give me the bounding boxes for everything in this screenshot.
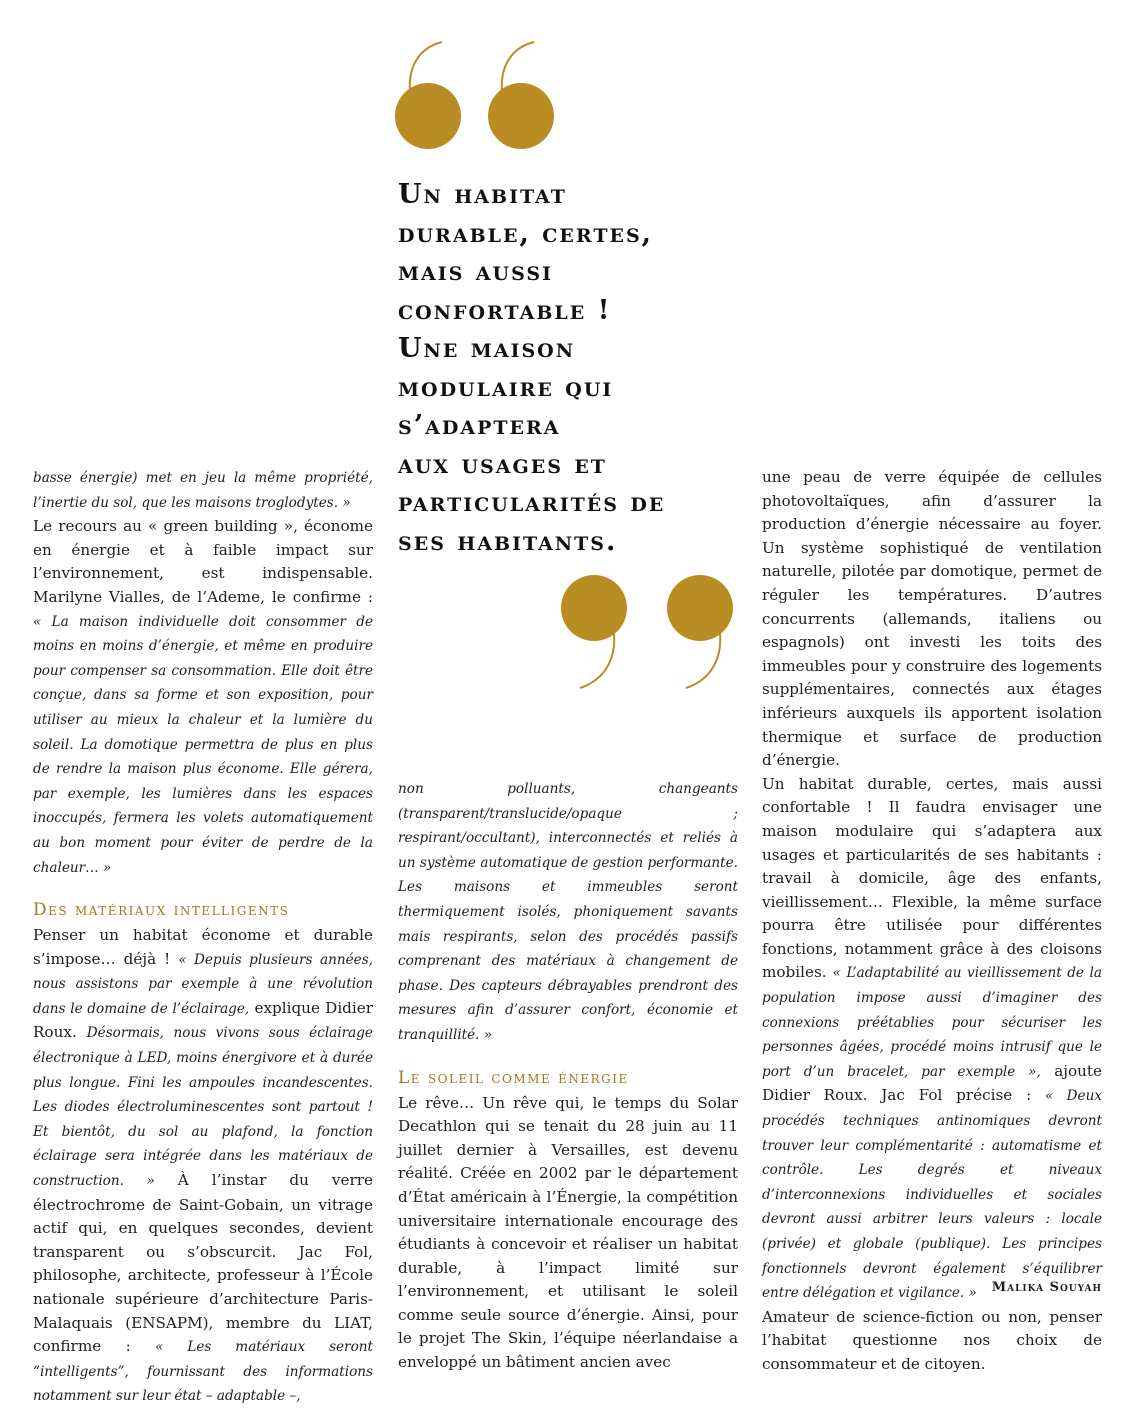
paragraph: [33, 515, 373, 880]
paragraph: une peau de verre équipée de cellules photovoltaïques, afin d’assurer la production d’énergie nécessaire au foyer. Un système sophistiqué de ventilation naturelle, pilotée par domotique, permet de réguler les températures. D’autres concurrents (allemands, italiens ou espagnols) ont investi les toits des immeubles pour y construire des logements supplémentaires, connectés aux étages inférieurs auxquels ils apportent isolation thermique et surface de production d’énergie.: [762, 468, 1102, 770]
author-signature: Malika Souyah: [991, 1280, 1102, 1295]
quote-text: « L’adaptabilité au vieillissement de la population impose aussi d’imaginer des connexions préétablies pour sécuriser les personnes âgées, procédé moins intrusif que le port d’un bracelet, par exemple »,: [762, 965, 1102, 1080]
pull-quote-line: Une maison: [398, 333, 576, 364]
section-heading: Le soleil comme énergie: [398, 1067, 629, 1088]
pull-quote-line: modulaire qui: [398, 371, 614, 403]
column-middle: [398, 777, 738, 1375]
paragraph: [762, 773, 1102, 1306]
quote-text: basse énergie) met en jeu la même propriété, l’inertie du sol, que les maisons troglodytes. »: [33, 470, 373, 511]
column-right: [762, 466, 1102, 1377]
pull-quote-line: particularités de: [398, 487, 666, 518]
body-text: Le recours au « green building », économe en énergie et à faible impact sur l’environnement, est indispensable. Marilyne Vialles, de l’Ademe, le confirme :: [33, 517, 373, 606]
quote-text: « Depuis plusieurs années, nous assistons par exemple à une révolution dans le domaine de l’éclairage,: [33, 951, 373, 1017]
quote-text: « Deux procédés techniques antinomiques devront trouver leur complémentarité : automatisme et contrôle. Les degrés et niveaux d’interconnexions individuelles et sociales devront aussi arbitrer leurs valeurs : locale (privée) et globale (publique). Les principes fonctionnels devront également s’équilibrer entre délégation et vigilance. »: [762, 1088, 1102, 1302]
open-quote-icon: [392, 40, 582, 160]
paragraph: [33, 924, 373, 1409]
pull-quote-line: s’adaptera: [398, 410, 561, 441]
quote-text: non polluants, changeants (transparent/translucide/opaque ; respirant/occultant), interconnectés et reliés à un système automatique de gestion performante. Les maisons et immeubles seront thermiquement isolés, phoniquement savants mais respirants, selon des procédés passifs comprenant des matériaux à changement de phase. Des capteurs débrayables prendront des mesures afin d’assurer confort, économie et tranquillité. »: [398, 781, 738, 1043]
body-text: Penser un habitat économe et durable s’impose… déjà !: [33, 926, 373, 968]
body-text: ajoute Didier Roux. Jac Fol précise :: [762, 1061, 1103, 1105]
pull-quote-line: ses habitants.: [398, 525, 618, 557]
body-text: explique Didier Roux.: [33, 998, 373, 1042]
paragraph: Le rêve… Un rêve qui, le temps du Solar Decathlon qui se tenait du 28 juin au 11 juillet dernier à Versailles, est devenu réalité. Créée en 2002 par le département d’État américain à l’Énergie, la compétition universitaire internationale encourage des étudiants à concevoir et réaliser un habitat durable, à l’impact limité sur l’environnement, et utilisant le soleil comme seule source d’énergie. Ainsi, pour le projet The Skin, l’équipe néerlandaise a enveloppé un bâtiment ancien avec: [398, 1093, 738, 1372]
column-left: [33, 466, 373, 1409]
pull-quote-line: Un habitat: [398, 179, 567, 210]
quote-text: Désormais, nous vivons sous éclairage électronique à LED, moins énergivore et à durée plus longue. Fini les ampoules incandescentes. Les diodes électroluminescentes sont partout ! Et bientôt, du sol au plafond, la fonction éclairage sera intégrée dans les matériaux de construction. »: [33, 1025, 373, 1190]
pull-quote-line: aux usages et: [398, 448, 607, 480]
pull-quote-line: confortable !: [398, 294, 612, 326]
paragraph: Amateur de science-fiction ou non, penser l’habitat questionne nos choix de consommateur et de citoyen.: [762, 1307, 1102, 1373]
body-text: À l’instar du verre électrochrome de Saint-Gobain, un vitrage actif qui, en quelques secondes, devient transparent ou s’obscurcit. Jac Fol, philosophe, architecte, professeur à l’École nationale supérieure d’architecture Paris-Malaquais (ENSAPM), membre du LIAT, confirme :: [33, 1171, 373, 1356]
close-quote-icon: [558, 572, 748, 692]
pull-quote: [398, 176, 738, 561]
quote-text: « Les matériaux seront “intelligents”, fournissant des informations notamment sur leur état – adaptable –,: [33, 1339, 373, 1405]
body-text: Un habitat durable, certes, mais aussi confortable ! Il faudra envisager une maison modulaire qui s’adaptera aux usages et particularités de ses habitants : travail à domicile, âge des enfants, vieillissement… Flexible, la même surface pourra être utilisée pour différentes fonctions, notamment grâce à des cloisons mobiles.: [762, 774, 1102, 982]
pull-quote-line: mais aussi: [398, 256, 554, 287]
pull-quote-line: durable, certes,: [398, 217, 654, 249]
quote-text: « La maison individuelle doit consommer de moins en moins d’énergie, et même en produire pour compenser sa consommation. Elle doit être conçue, dans sa forme et son exposition, pour utiliser au mieux la chaleur et la lumière du soleil. La domotique permettra de plus en plus de rendre la maison plus économe. Elle gérera, par exemple, les lumières dans les espaces inoccupés, fermera les volets automatiquement au bon moment pour éviter de perdre de la chaleur… »: [33, 613, 373, 876]
section-heading: Des matériaux intelligents: [33, 900, 290, 921]
